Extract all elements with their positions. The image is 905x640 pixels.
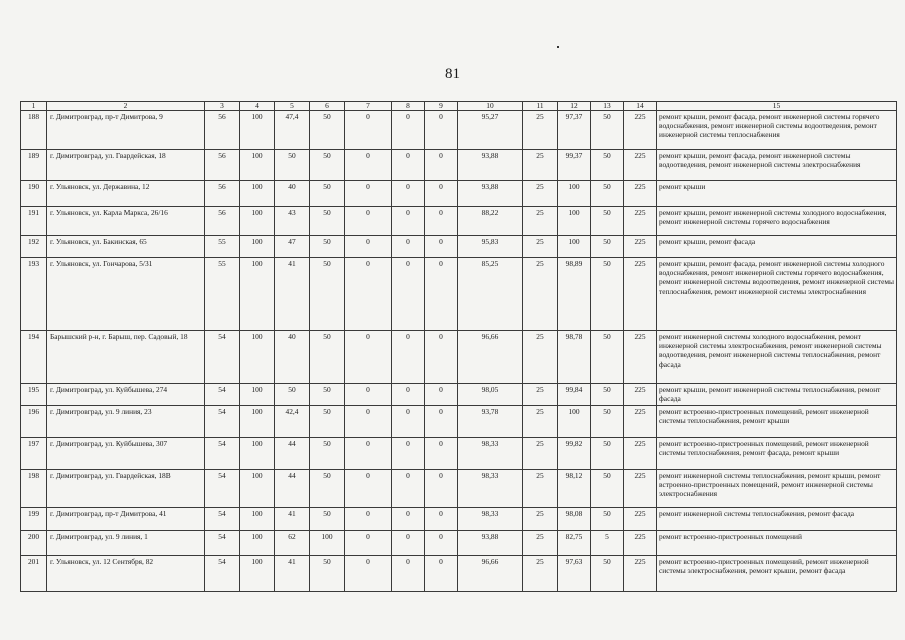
value-cell: 99,37 xyxy=(558,150,591,181)
value-cell: 41 xyxy=(275,508,310,531)
table-row xyxy=(21,150,897,181)
value-cell: 85,25 xyxy=(458,258,523,331)
value-cell: 50 xyxy=(310,150,345,181)
value-cell: 55 xyxy=(205,236,240,258)
works-cell: ремонт крыши, ремонт фасада xyxy=(657,236,897,258)
value-cell: 0 xyxy=(425,470,458,508)
value-cell: 95,27 xyxy=(458,111,523,150)
value-cell: 95,83 xyxy=(458,236,523,258)
value-cell: 56 xyxy=(205,207,240,236)
value-cell: 25 xyxy=(523,236,558,258)
value-cell: 50 xyxy=(591,150,624,181)
column-header: 13 xyxy=(591,102,624,111)
value-cell: 96,66 xyxy=(458,331,523,384)
value-cell: 42,4 xyxy=(275,406,310,438)
value-cell: 225 xyxy=(624,470,657,508)
value-cell: 225 xyxy=(624,438,657,470)
table-row xyxy=(21,236,897,258)
value-cell: 47 xyxy=(275,236,310,258)
works-cell: ремонт крыши, ремонт фасада, ремонт инженерной системы горячего водоснабжения, ремонт инженерной системы водоотведения, ремонт инженерной системы теплоснабжения xyxy=(657,111,897,150)
value-cell: 100 xyxy=(310,531,345,556)
value-cell: 50 xyxy=(591,384,624,406)
value-cell: 0 xyxy=(392,236,425,258)
table-row xyxy=(21,508,897,531)
column-header: 2 xyxy=(47,102,205,111)
column-header: 4 xyxy=(240,102,275,111)
value-cell: 50 xyxy=(310,111,345,150)
value-cell: 0 xyxy=(425,508,458,531)
value-cell: 25 xyxy=(523,207,558,236)
value-cell: 97,63 xyxy=(558,556,591,592)
value-cell: 225 xyxy=(624,236,657,258)
address-cell: г. Димитровград, ул. Гвардейская, 18В xyxy=(47,470,205,508)
value-cell: 54 xyxy=(205,531,240,556)
value-cell: 82,75 xyxy=(558,531,591,556)
value-cell: 0 xyxy=(425,406,458,438)
value-cell: 98,33 xyxy=(458,470,523,508)
value-cell: 96,66 xyxy=(458,556,523,592)
value-cell: 0 xyxy=(392,207,425,236)
value-cell: 50 xyxy=(310,207,345,236)
value-cell: 25 xyxy=(523,258,558,331)
value-cell: 225 xyxy=(624,556,657,592)
value-cell: 50 xyxy=(310,508,345,531)
value-cell: 0 xyxy=(425,331,458,384)
value-cell: 225 xyxy=(624,207,657,236)
value-cell: 93,88 xyxy=(458,181,523,207)
value-cell: 0 xyxy=(345,236,392,258)
works-cell: ремонт инженерной системы теплоснабжения, ремонт фасада xyxy=(657,508,897,531)
value-cell: 50 xyxy=(310,556,345,592)
column-header: 3 xyxy=(205,102,240,111)
value-cell: 25 xyxy=(523,406,558,438)
value-cell: 50 xyxy=(310,438,345,470)
value-cell: 98,78 xyxy=(558,331,591,384)
works-cell: ремонт инженерной системы холодного водоснабжения, ремонт инженерной системы электроснабжения, ремонт инженерной системы водоотведения, ремонт инженерной системы теплоснабжения, ремонт фасада xyxy=(657,331,897,384)
value-cell: 0 xyxy=(345,331,392,384)
value-cell: 100 xyxy=(240,111,275,150)
value-cell: 0 xyxy=(345,531,392,556)
value-cell: 0 xyxy=(425,556,458,592)
value-cell: 0 xyxy=(345,470,392,508)
value-cell: 62 xyxy=(275,531,310,556)
value-cell: 0 xyxy=(345,384,392,406)
address-cell: г. Ульяновск, ул. Державина, 12 xyxy=(47,181,205,207)
value-cell: 0 xyxy=(425,207,458,236)
value-cell: 93,88 xyxy=(458,150,523,181)
value-cell: 50 xyxy=(310,181,345,207)
row-number: 193 xyxy=(21,258,47,331)
value-cell: 56 xyxy=(205,181,240,207)
value-cell: 0 xyxy=(425,531,458,556)
row-number: 196 xyxy=(21,406,47,438)
column-header: 5 xyxy=(275,102,310,111)
value-cell: 54 xyxy=(205,406,240,438)
value-cell: 100 xyxy=(558,181,591,207)
value-cell: 100 xyxy=(240,207,275,236)
column-header: 8 xyxy=(392,102,425,111)
value-cell: 5 xyxy=(591,531,624,556)
works-cell: ремонт инженерной системы теплоснабжения, ремонт крыши, ремонт встроенно-пристроенных помещений, ремонт инженерной системы электроснабжения xyxy=(657,470,897,508)
row-number: 199 xyxy=(21,508,47,531)
value-cell: 25 xyxy=(523,470,558,508)
value-cell: 0 xyxy=(345,150,392,181)
value-cell: 25 xyxy=(523,438,558,470)
table-row xyxy=(21,331,897,384)
value-cell: 56 xyxy=(205,150,240,181)
row-number: 190 xyxy=(21,181,47,207)
value-cell: 93,88 xyxy=(458,531,523,556)
value-cell: 0 xyxy=(345,406,392,438)
column-header: 1 xyxy=(21,102,47,111)
value-cell: 25 xyxy=(523,150,558,181)
value-cell: 54 xyxy=(205,384,240,406)
value-cell: 98,33 xyxy=(458,438,523,470)
row-number: 201 xyxy=(21,556,47,592)
value-cell: 100 xyxy=(240,438,275,470)
value-cell: 55 xyxy=(205,258,240,331)
table-row xyxy=(21,181,897,207)
value-cell: 50 xyxy=(591,556,624,592)
value-cell: 0 xyxy=(392,556,425,592)
value-cell: 225 xyxy=(624,111,657,150)
value-cell: 0 xyxy=(345,111,392,150)
address-cell: г. Димитровград, пр-т Димитрова, 9 xyxy=(47,111,205,150)
value-cell: 98,08 xyxy=(558,508,591,531)
value-cell: 99,84 xyxy=(558,384,591,406)
address-cell: г. Ульяновск, ул. Бакинская, 65 xyxy=(47,236,205,258)
value-cell: 0 xyxy=(392,406,425,438)
value-cell: 0 xyxy=(392,258,425,331)
value-cell: 50 xyxy=(591,508,624,531)
value-cell: 50 xyxy=(591,207,624,236)
value-cell: 44 xyxy=(275,470,310,508)
value-cell: 0 xyxy=(392,508,425,531)
column-header: 9 xyxy=(425,102,458,111)
address-cell: г. Ульяновск, ул. Гончарова, 5/31 xyxy=(47,258,205,331)
works-cell: ремонт крыши, ремонт инженерной системы теплоснабжения, ремонт фасада xyxy=(657,384,897,406)
table-row xyxy=(21,556,897,592)
value-cell: 88,22 xyxy=(458,207,523,236)
value-cell: 99,82 xyxy=(558,438,591,470)
value-cell: 225 xyxy=(624,181,657,207)
value-cell: 100 xyxy=(240,331,275,384)
value-cell: 0 xyxy=(345,508,392,531)
works-cell: ремонт встроенно-пристроенных помещений, ремонт инженерной системы теплоснабжения, ремонт крыши xyxy=(657,406,897,438)
value-cell: 0 xyxy=(425,438,458,470)
value-cell: 0 xyxy=(345,181,392,207)
row-number: 198 xyxy=(21,470,47,508)
value-cell: 50 xyxy=(310,258,345,331)
works-cell: ремонт встроенно-пристроенных помещений, ремонт инженерной системы электроснабжения, ремонт крыши, ремонт фасада xyxy=(657,556,897,592)
value-cell: 98,89 xyxy=(558,258,591,331)
value-cell: 50 xyxy=(310,236,345,258)
row-number: 189 xyxy=(21,150,47,181)
address-cell: г. Димитровград, ул. Куйбышева, 307 xyxy=(47,438,205,470)
column-header: 12 xyxy=(558,102,591,111)
table-row xyxy=(21,470,897,508)
value-cell: 0 xyxy=(345,207,392,236)
value-cell: 50 xyxy=(591,258,624,331)
row-number: 197 xyxy=(21,438,47,470)
value-cell: 100 xyxy=(240,531,275,556)
value-cell: 0 xyxy=(425,236,458,258)
works-cell: ремонт крыши xyxy=(657,181,897,207)
value-cell: 100 xyxy=(240,384,275,406)
value-cell: 0 xyxy=(392,150,425,181)
works-cell: ремонт крыши, ремонт фасада, ремонт инженерной системы водоотведения, ремонт инженерной системы электроснабжения xyxy=(657,150,897,181)
value-cell: 25 xyxy=(523,508,558,531)
value-cell: 43 xyxy=(275,207,310,236)
value-cell: 25 xyxy=(523,531,558,556)
value-cell: 98,33 xyxy=(458,508,523,531)
address-cell: г. Ульяновск, ул. 12 Сентября, 82 xyxy=(47,556,205,592)
value-cell: 225 xyxy=(624,508,657,531)
value-cell: 47,4 xyxy=(275,111,310,150)
value-cell: 100 xyxy=(240,556,275,592)
value-cell: 25 xyxy=(523,111,558,150)
value-cell: 40 xyxy=(275,181,310,207)
value-cell: 50 xyxy=(310,331,345,384)
value-cell: 0 xyxy=(425,258,458,331)
value-cell: 100 xyxy=(240,406,275,438)
value-cell: 50 xyxy=(591,331,624,384)
value-cell: 100 xyxy=(558,406,591,438)
value-cell: 25 xyxy=(523,331,558,384)
value-cell: 100 xyxy=(558,207,591,236)
works-cell: ремонт крыши, ремонт инженерной системы холодного водоснабжения, ремонт инженерной системы горячего водоснабжения xyxy=(657,207,897,236)
value-cell: 50 xyxy=(591,236,624,258)
table-row xyxy=(21,258,897,331)
value-cell: 100 xyxy=(240,258,275,331)
value-cell: 100 xyxy=(240,236,275,258)
column-header: 6 xyxy=(310,102,345,111)
page-number: 81 xyxy=(445,66,460,82)
value-cell: 0 xyxy=(392,438,425,470)
value-cell: 50 xyxy=(275,150,310,181)
value-cell: 0 xyxy=(345,258,392,331)
column-header: 7 xyxy=(345,102,392,111)
value-cell: 97,37 xyxy=(558,111,591,150)
value-cell: 225 xyxy=(624,406,657,438)
value-cell: 0 xyxy=(392,181,425,207)
row-number: 192 xyxy=(21,236,47,258)
value-cell: 54 xyxy=(205,508,240,531)
works-cell: ремонт крыши, ремонт фасада, ремонт инженерной системы холодного водоснабжения, ремонт инженерной системы горячего водоснабжения, ремонт инженерной системы водоотведения, ремонт инженерной системы теплоснабжения, ремонт инженерной системы электроснабжения xyxy=(657,258,897,331)
value-cell: 50 xyxy=(591,111,624,150)
address-cell: г. Димитровград, ул. 9 линия, 1 xyxy=(47,531,205,556)
row-number: 194 xyxy=(21,331,47,384)
value-cell: 40 xyxy=(275,331,310,384)
value-cell: 50 xyxy=(591,470,624,508)
column-header: 11 xyxy=(523,102,558,111)
table-row xyxy=(21,531,897,556)
value-cell: 0 xyxy=(392,470,425,508)
value-cell: 0 xyxy=(392,331,425,384)
value-cell: 25 xyxy=(523,556,558,592)
value-cell: 100 xyxy=(240,508,275,531)
value-cell: 100 xyxy=(558,236,591,258)
value-cell: 225 xyxy=(624,258,657,331)
value-cell: 0 xyxy=(345,438,392,470)
column-header: 14 xyxy=(624,102,657,111)
works-cell: ремонт встроенно-пристроенных помещений, ремонт инженерной системы теплоснабжения, ремонт фасада, ремонт крыши xyxy=(657,438,897,470)
value-cell: 50 xyxy=(591,406,624,438)
value-cell: 50 xyxy=(310,406,345,438)
value-cell: 54 xyxy=(205,470,240,508)
address-cell: г. Димитровград, ул. Гвардейская, 18 xyxy=(47,150,205,181)
column-header: 10 xyxy=(458,102,523,111)
address-cell: Барышский р-н, г. Барыш, пер. Садовый, 18 xyxy=(47,331,205,384)
value-cell: 41 xyxy=(275,258,310,331)
value-cell: 25 xyxy=(523,384,558,406)
address-cell: г. Ульяновск, ул. Карла Маркса, 26/16 xyxy=(47,207,205,236)
header-row xyxy=(21,102,897,111)
value-cell: 225 xyxy=(624,531,657,556)
value-cell: 54 xyxy=(205,556,240,592)
table-row xyxy=(21,438,897,470)
value-cell: 50 xyxy=(310,384,345,406)
value-cell: 0 xyxy=(392,111,425,150)
address-cell: г. Димитровград, пр-т Димитрова, 41 xyxy=(47,508,205,531)
value-cell: 98,05 xyxy=(458,384,523,406)
column-header: 15 xyxy=(657,102,897,111)
row-number: 200 xyxy=(21,531,47,556)
value-cell: 0 xyxy=(425,111,458,150)
value-cell: 0 xyxy=(392,384,425,406)
value-cell: 50 xyxy=(591,181,624,207)
value-cell: 0 xyxy=(345,556,392,592)
value-cell: 225 xyxy=(624,331,657,384)
value-cell: 25 xyxy=(523,181,558,207)
value-cell: 54 xyxy=(205,331,240,384)
value-cell: 225 xyxy=(624,150,657,181)
table-row xyxy=(21,406,897,438)
table-row xyxy=(21,207,897,236)
address-cell: г. Димитровград, ул. Куйбышева, 274 xyxy=(47,384,205,406)
row-number: 188 xyxy=(21,111,47,150)
table-row xyxy=(21,111,897,150)
value-cell: 100 xyxy=(240,181,275,207)
value-cell: 50 xyxy=(310,470,345,508)
value-cell: 100 xyxy=(240,150,275,181)
scan-speck xyxy=(557,46,559,48)
address-cell: г. Димитровград, ул. 9 линия, 23 xyxy=(47,406,205,438)
row-number: 191 xyxy=(21,207,47,236)
value-cell: 0 xyxy=(425,150,458,181)
row-number: 195 xyxy=(21,384,47,406)
value-cell: 93,78 xyxy=(458,406,523,438)
value-cell: 225 xyxy=(624,384,657,406)
value-cell: 41 xyxy=(275,556,310,592)
repair-schedule-table xyxy=(20,101,897,592)
works-cell: ремонт встроенно-пристроенных помещений xyxy=(657,531,897,556)
value-cell: 0 xyxy=(425,181,458,207)
value-cell: 50 xyxy=(275,384,310,406)
value-cell: 98,12 xyxy=(558,470,591,508)
value-cell: 54 xyxy=(205,438,240,470)
value-cell: 50 xyxy=(591,438,624,470)
value-cell: 44 xyxy=(275,438,310,470)
table-row xyxy=(21,384,897,406)
value-cell: 56 xyxy=(205,111,240,150)
value-cell: 100 xyxy=(240,470,275,508)
value-cell: 0 xyxy=(425,384,458,406)
value-cell: 0 xyxy=(392,531,425,556)
